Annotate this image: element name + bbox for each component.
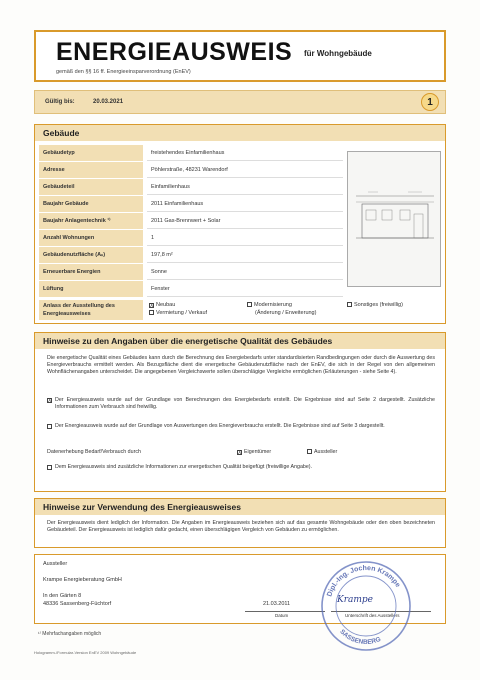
hints-intro-text: Die energetische Qualität eines Gebäudes kann durch die Berechnung des Energiebedarfs unter standardisierten Randbedingungen oder durch die Auswertung des Energieverbrauchs ermittelt werden. Als Bezugsfläche dient die energetische Gebäudenutzfläche nach der EnEV, die sich in der Regel von den allgemeinen Wohnflächenangaben unterscheidet. Die angegebenen Vergleichswerte sollen überschlägige Vergleiche ermöglichen (Erläuterungen - siehe Seite 4).	[47, 355, 435, 376]
hints-consumption-option	[47, 423, 435, 430]
building-row-value: Fenster	[147, 281, 343, 297]
date-line	[245, 611, 325, 612]
issuer-signature: Krampe	[337, 595, 374, 605]
building-row-label: Adresse	[39, 162, 143, 178]
building-heading: Gebäude	[35, 125, 445, 141]
stamp-seal-icon	[318, 558, 414, 654]
form-version-note: Hologramm-/Formular-Version EnEV 2009 Wohngebäude	[34, 650, 137, 655]
additional-info-text: Dem Energieausweis sind zusätzliche Informationen zur energetischen Qualität beigefügt (freiwillige Angabe).	[55, 464, 313, 470]
quality-hints-heading: Hinweise zu den Angaben über die energetische Qualität des Gebäudes	[35, 333, 445, 349]
valid-until-label: Gültig bis:	[45, 99, 75, 105]
issuer-street: In den Gärten 8	[43, 593, 82, 599]
reason-other	[347, 302, 403, 309]
additional-info-option	[47, 464, 435, 471]
reason-rental-sale-label: Vermietung / Verkauf	[156, 310, 208, 316]
building-row-label: Gebäudeteil	[39, 179, 143, 195]
checkbox-icon	[307, 449, 312, 454]
building-row-label: Gebäudenutzfläche (Aₙ)	[39, 247, 143, 263]
issuance-reason-row	[39, 300, 443, 320]
checkbox-icon	[247, 302, 252, 307]
building-row-value: freistehendes Einfamilienhaus	[147, 145, 343, 161]
issuer-name: Krampe Energieberatung GmbH	[43, 577, 122, 583]
page-title: ENERGIEAUSWEIS	[56, 38, 293, 66]
issue-date: 21.03.2011	[263, 601, 291, 607]
checkbox-icon	[47, 424, 52, 429]
building-row-value: 2011 Gas-Brennwert + Solar	[147, 213, 343, 229]
official-stamp	[318, 558, 414, 654]
usage-hints-text: Der Energieausweis dient lediglich der Information. Die Angaben im Energieausweis beziehen sich auf das gesamte Wohngebäude oder den oben bezeichneten Gebäudeteil. Der Energieausweis ist lediglich dafür gedacht, einen überschlägigen Vergleich von Gebäuden zu ermöglichen.	[47, 520, 435, 534]
data-collection-row	[47, 449, 435, 456]
checked-box-icon: X	[238, 450, 242, 456]
issuance-reason-label: Anlass der Ausstellung des Energieausweises	[39, 300, 143, 320]
building-elevation-drawing	[347, 151, 441, 287]
reason-new-building	[149, 302, 175, 309]
usage-hints-heading: Hinweise zur Verwendung des Energieausweises	[35, 499, 445, 515]
building-row-value: 1	[147, 230, 343, 246]
data-collection-issuer	[307, 449, 337, 456]
page-number-badge: 1	[421, 93, 439, 111]
hints-demand-option	[47, 397, 435, 411]
svg-text:SASSENBERG	[338, 628, 382, 646]
reason-rental-sale	[149, 310, 207, 317]
building-row-label: Lüftung	[39, 281, 143, 297]
usage-hints-section	[34, 498, 446, 548]
building-row-value: Sonne	[147, 264, 343, 280]
issuer-option-label: Aussteller	[314, 449, 338, 455]
data-collection-label: Datenerhebung Bedarf/Verbrauch durch	[47, 449, 141, 455]
issuer-label: Aussteller	[43, 561, 68, 567]
building-row-label: Baujahr Gebäude	[39, 196, 143, 212]
validity-bar	[34, 90, 446, 114]
regulation-text: gemäß den §§ 16 ff. Energieeinsparverordnung (EnEV)	[56, 69, 191, 75]
building-drawing-svg	[348, 152, 442, 288]
page-subtitle: für Wohngebäude	[304, 49, 372, 58]
hints-consumption-text: Der Energieausweis wurde auf der Grundlage von Auswertungen des Energieverbrauchs erstellt. Die Ergebnisse sind auf Seite 3 dargestellt.	[55, 423, 385, 429]
checked-box-icon: X	[150, 303, 154, 309]
building-row-label: Gebäudetyp	[39, 145, 143, 161]
stamp-top-text: Dipl.-Ing. Jochen Krampe	[326, 564, 402, 598]
date-label: Datum	[275, 613, 289, 618]
building-row-value: Einfamilienhaus	[147, 179, 343, 195]
building-row-value: 197,8 m²	[147, 247, 343, 263]
reason-other-label: Sonstiges (freiwillig)	[354, 302, 403, 308]
building-row-label: Erneuerbare Energien	[39, 264, 143, 280]
building-section	[34, 124, 446, 324]
signature-label: Unterschrift des Ausstellers	[345, 613, 400, 618]
building-row-label: Baujahr Anlagentechnik ¹⁾	[39, 213, 143, 229]
valid-until-value: 20.03.2021	[93, 99, 124, 105]
reason-new-building-label: Neubau	[156, 302, 176, 308]
checkbox-icon	[149, 310, 154, 315]
issuer-city: 48336 Sassenberg-Füchtorf	[43, 601, 112, 607]
checkbox-icon	[47, 465, 52, 470]
reason-modernisation-sub: (Änderung / Erweiterung)	[255, 310, 317, 316]
stamp-bottom-text: SASSENBERG	[338, 628, 382, 647]
reason-modernisation	[247, 302, 292, 309]
building-row-value: Pöhlerstraße, 48231 Warendorf	[147, 162, 343, 178]
reason-modernisation-label: Modernisierung	[254, 302, 292, 308]
footnote: ¹⁾ Mehrfachangaben möglich	[38, 631, 102, 637]
checked-box-icon: X	[48, 398, 52, 404]
quality-hints-section	[34, 332, 446, 492]
title-box	[34, 30, 446, 82]
hints-demand-text: Der Energieausweis wurde auf der Grundlage von Berechnungen des Energiebedarfs erstellt. Die Ergebnisse sind auf Seite 2 dargestellt. Zusätzliche Informationen zum Verbrauch sind freiwillig.	[55, 397, 435, 411]
owner-label: Eigentümer	[244, 449, 272, 455]
data-collection-owner	[237, 449, 271, 456]
building-row-value: 2011 Einfamilienhaus	[147, 196, 343, 212]
checkbox-icon	[347, 302, 352, 307]
building-row-label: Anzahl Wohnungen	[39, 230, 143, 246]
